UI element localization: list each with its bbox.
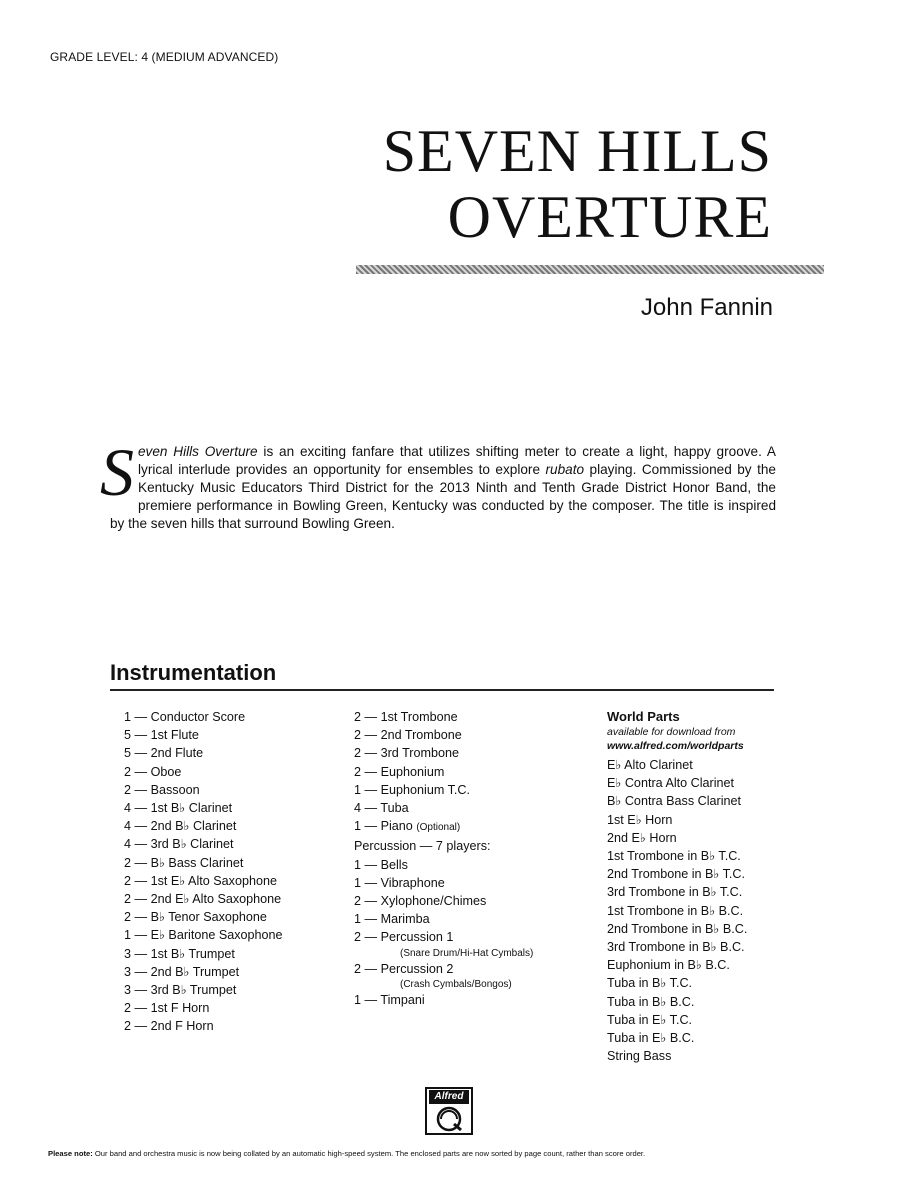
piece-title [212, 118, 772, 250]
footer-note [48, 1149, 854, 1158]
world-part-item: E♭ Contra Alto Clarinet [607, 776, 735, 791]
instrument-row: 1 — Bells [354, 857, 408, 872]
instrument-row: 2 — B♭ Tenor Saxophone [124, 910, 267, 925]
title-line-1: SEVEN HILLS [382, 118, 772, 184]
instrument-row-percussion-2: 2 — Percussion 2 [354, 961, 454, 976]
world-part-item: String Bass [607, 1049, 672, 1064]
piano-note: (Optional) [416, 822, 461, 834]
instrument-row: 1 — Vibraphone [354, 875, 445, 890]
instrument-row: 5 — 2nd Flute [124, 746, 204, 761]
instrument-row: 1 — E♭ Baritone Saxophone [124, 928, 283, 943]
instrument-row: 4 — Tuba [354, 801, 409, 816]
footer-note-label: Please note: [48, 1149, 93, 1158]
instrument-row: 2 — 1st E♭ Alto Saxophone [124, 873, 277, 888]
instrument-row: 2 — Euphonium [354, 764, 445, 779]
world-part-item: 3rd Trombone in B♭ B.C. [607, 940, 745, 955]
instrument-row: 2 — Oboe [124, 764, 182, 779]
instrument-row: 4 — 1st B♭ Clarinet [124, 801, 233, 816]
alfred-logo [425, 1087, 473, 1135]
composer-name: John Fannin [640, 294, 773, 321]
instrument-row: 1 — Euphonium T.C. [354, 782, 470, 797]
world-part-item: 2nd Trombone in B♭ T.C. [607, 867, 746, 882]
instrumentation-column-1 [124, 708, 283, 1036]
instrument-row: 3 — 2nd B♭ Trumpet [124, 964, 240, 979]
world-parts-column [607, 708, 747, 1065]
world-part-item: 2nd Trombone in B♭ B.C. [607, 921, 748, 936]
world-part-item: B♭ Contra Bass Clarinet [607, 794, 742, 809]
footer-note-text: Our band and orchestra music is now being collated by an automatic high-speed system. The enclosed parts are now sorted by page count, rather than score order. [92, 1149, 646, 1158]
instrument-row: 3 — 1st B♭ Trumpet [124, 946, 235, 961]
description-title-rest: even Hills Overture [138, 444, 258, 459]
instrumentation-heading: Instrumentation [110, 660, 277, 685]
world-parts-availability: available for download from [607, 726, 736, 738]
grade-level: GRADE LEVEL: 4 (MEDIUM ADVANCED) [50, 50, 279, 64]
instrument-row: 1 — Timpani [354, 992, 425, 1007]
percussion-2-note: (Crash Cymbals/Bongos) [400, 978, 512, 990]
percussion-1-note: (Snare Drum/Hi-Hat Cymbals) [400, 947, 534, 959]
description-part-1: is an exciting fanfare that utilizes shifting meter to create a light, happy groove. A lyrical interlude provides an opportunity for ensembles to explore [138, 444, 776, 477]
alfred-logo-word: Alfred [429, 1090, 469, 1104]
instrument-row: 2 — 2nd Trombone [354, 728, 462, 743]
world-part-item: Tuba in E♭ B.C. [607, 1031, 695, 1046]
world-parts-link[interactable]: www.alfred.com/worldparts [607, 740, 744, 752]
instrument-row: 5 — 1st Flute [124, 728, 199, 743]
title-line-2: OVERTURE [447, 184, 772, 250]
world-part-item: Tuba in B♭ T.C. [607, 976, 693, 991]
piano-label: 1 — Piano [354, 819, 417, 834]
instrumentation-divider [110, 689, 774, 691]
instrumentation-column-2 [354, 708, 533, 1009]
title-divider [356, 265, 824, 274]
instrument-row-percussion-1: 2 — Percussion 1 [354, 930, 454, 945]
world-parts-heading: World Parts [607, 709, 680, 724]
world-part-item: Tuba in B♭ B.C. [607, 994, 695, 1009]
description-paragraph [100, 434, 776, 533]
instrument-row: 4 — 2nd B♭ Clarinet [124, 819, 237, 834]
world-part-item: 1st Trombone in B♭ T.C. [607, 849, 741, 864]
instrument-row: 3 — 3rd B♭ Trumpet [124, 983, 237, 998]
world-part-item: 3rd Trombone in B♭ T.C. [607, 885, 743, 900]
description-rubato: rubato [545, 462, 585, 477]
percussion-heading: Percussion — 7 players: [354, 839, 491, 854]
instrument-row-piano [354, 817, 533, 837]
world-part-item: E♭ Alto Clarinet [607, 758, 693, 772]
world-part-item: 1st Trombone in B♭ B.C. [607, 903, 744, 918]
instrument-row: 2 — 3rd Trombone [354, 746, 459, 761]
world-part-item: 1st E♭ Horn [607, 812, 673, 827]
world-part-item: Tuba in E♭ T.C. [607, 1012, 693, 1027]
world-part-item: 2nd E♭ Horn [607, 830, 677, 845]
instrument-row: 1 — Conductor Score [124, 710, 246, 724]
instrument-row: 2 — B♭ Bass Clarinet [124, 855, 244, 870]
drop-cap: S [100, 434, 134, 510]
instrument-row: 2 — 2nd E♭ Alto Saxophone [124, 892, 282, 907]
instrument-row: 2 — 1st Trombone [354, 710, 458, 724]
instrument-row: 2 — 2nd F Horn [124, 1019, 214, 1034]
description-part-2: playing. Commissioned by the Kentucky Music Educators Third District for the 2013 Ninth and Tenth Grade District Honor Band, the premiere performance in Bowling Green, Kentucky was conducted by the composer. The title is inspired by the seven hills that surround Bowling Green. [110, 462, 776, 531]
instrument-row: 2 — Xylophone/Chimes [354, 894, 487, 909]
instrument-row: 2 — Bassoon [124, 782, 200, 797]
instrument-row: 4 — 3rd B♭ Clarinet [124, 837, 234, 852]
instrument-row: 1 — Marimba [354, 912, 430, 927]
instrument-row: 2 — 1st F Horn [124, 1001, 210, 1016]
alfred-logo-mark-icon [432, 1106, 466, 1132]
world-part-item: Euphonium in B♭ B.C. [607, 958, 730, 973]
